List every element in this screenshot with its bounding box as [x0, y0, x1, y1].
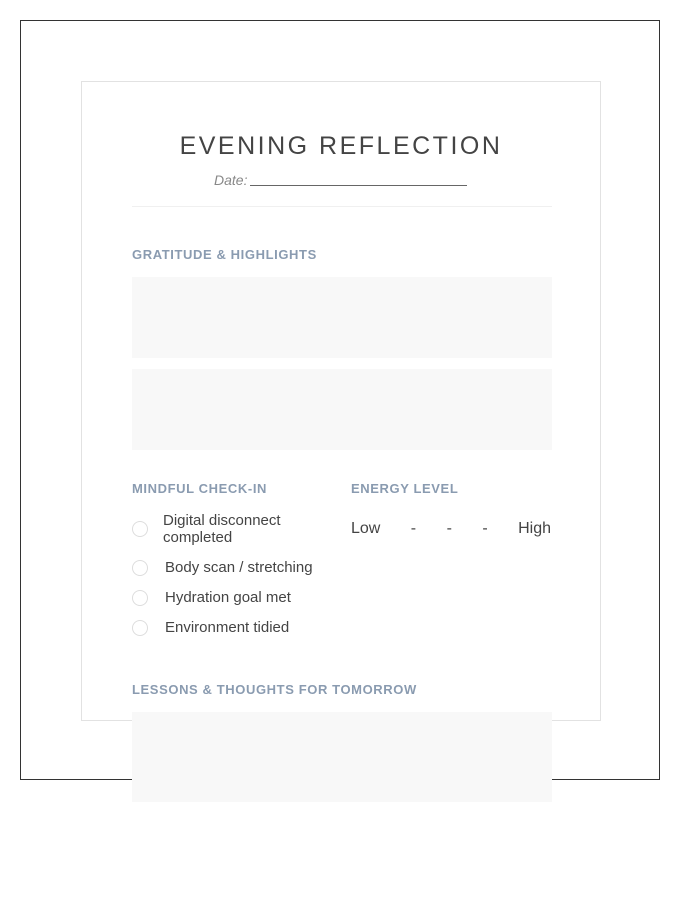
- gratitude-writing-box-2[interactable]: [132, 369, 552, 450]
- date-field: [214, 170, 467, 188]
- section-label-lessons: LESSONS & THOUGHTS FOR TOMORROW: [132, 682, 417, 697]
- checklist-item-label: Hydration goal met: [165, 589, 291, 606]
- checkbox-circle-icon[interactable]: [132, 590, 148, 606]
- energy-scale-low[interactable]: Low: [351, 520, 381, 537]
- checklist-item-label: Digital disconnect completed: [163, 512, 281, 546]
- lessons-writing-box[interactable]: [132, 712, 552, 802]
- gratitude-writing-box-1[interactable]: [132, 277, 552, 358]
- section-label-gratitude: GRATITUDE & HIGHLIGHTS: [132, 247, 317, 262]
- page-title: EVENING REFLECTION: [179, 132, 503, 160]
- energy-scale: [351, 520, 551, 538]
- checklist-item-label: Environment tidied: [165, 619, 290, 636]
- energy-scale-high[interactable]: High: [518, 520, 551, 537]
- date-label: Date:: [214, 172, 248, 188]
- header-divider: [132, 206, 552, 207]
- checkbox-circle-icon[interactable]: [132, 521, 148, 537]
- checkbox-circle-icon[interactable]: [132, 620, 148, 636]
- section-label-checkin: MINDFUL CHECK-IN: [132, 481, 268, 496]
- checklist-item[interactable]: [132, 589, 291, 606]
- checklist-item[interactable]: [132, 559, 313, 576]
- section-label-energy: ENERGY LEVEL: [351, 481, 459, 496]
- checklist-item[interactable]: [132, 619, 289, 636]
- energy-scale-step[interactable]: -: [446, 520, 452, 537]
- date-input-line[interactable]: [250, 185, 467, 186]
- energy-scale-step[interactable]: -: [482, 520, 488, 537]
- checklist-item-label: Body scan / stretching: [165, 559, 313, 576]
- energy-scale-step[interactable]: -: [410, 520, 417, 537]
- checkbox-circle-icon[interactable]: [132, 560, 148, 576]
- checklist-item[interactable]: [132, 512, 322, 546]
